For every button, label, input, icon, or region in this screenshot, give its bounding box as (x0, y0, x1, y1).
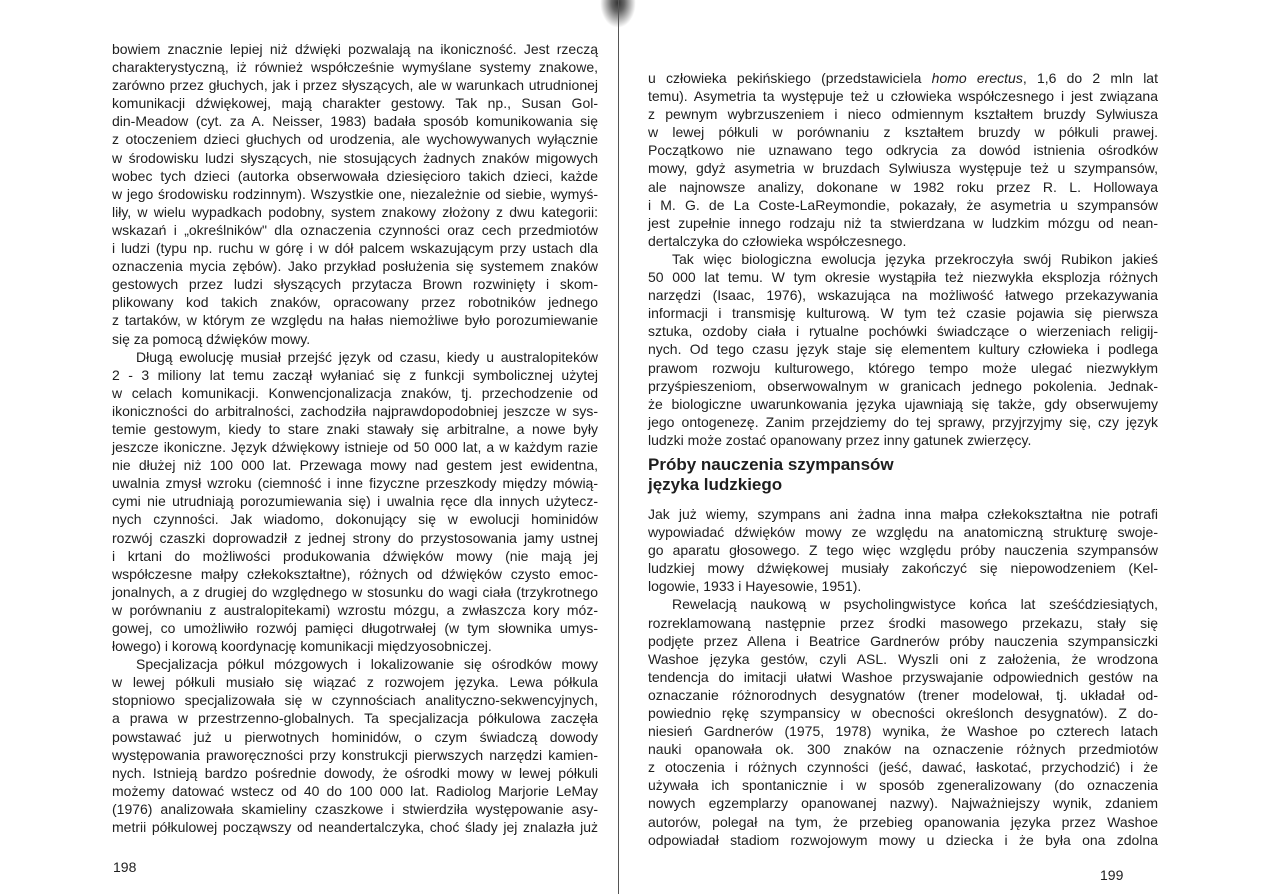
section-heading-line: języka ludzkiego (648, 474, 783, 494)
text-line: niesień Gardnerów (1975, 1978) wynika, że Washoe po czterech latach (648, 723, 1158, 740)
text-line: powstawać już u pierwotnych hominidów, o czym świadczą dowody (112, 728, 598, 745)
text-line: jego ontogenezę. Zanim przejdziemy do tej sprawy, przyjrzyjmy się, czy język (648, 413, 1158, 430)
text-line: oznaczanie różnorodnych desygnatów (trener modelował, tj. układał od- (648, 686, 1158, 703)
text-line (648, 69, 1158, 87)
text-line: temie gestowym, kiedy to stare znaki stawały się arbitralne, a nowe były (112, 420, 598, 437)
text-line: przyśpieszeniom, obserwowalnym w granicach jednego pokolenia. Jednak- (648, 377, 1158, 394)
text-line: plikowany kod takich znaków, opracowany przez robotników jednego (112, 294, 598, 311)
text-line: oznaczenia mycia zębów). Jako przykład posłużenia się systemem znaków (112, 258, 598, 275)
text-line: Początkowo nie uznawano tego odkrycia za dowód istnienia ośrodków (648, 142, 1158, 159)
text-line: liły, w wielu wypadkach podobny, system znakowy złożony z dwu kategorii: (112, 203, 598, 220)
book-spine (618, 0, 619, 894)
text-line: się za pomocą dźwięków mowy. (112, 330, 311, 347)
text-line: charakterystyczną, iż również współcześnie wymyślane systemy znakowe, (112, 59, 598, 76)
text-line: 2 - 3 miliony lat temu zaczął wyłaniać się z funkcji symbolicznej użytej (112, 366, 598, 383)
text-line: w porównaniu z australopitekami) wzrostu mózgu, a zwłaszcza kory móz- (112, 601, 598, 618)
text-line: z pewnym wybrzuszeniem i nieco odmiennym kształtem bruzdy Sylwiusza (648, 106, 1158, 123)
text-line: odpowiadał stadiom rozwojowym mowy u dziecka i że była ona zdolna (648, 831, 1158, 848)
text-line: dertalczyka do człowieka współczesnego. (648, 232, 907, 249)
text-line: jest zupełnie innego rodzaju niż ta stwierdzana w ludzkim mózgu od nean- (648, 214, 1158, 231)
text-line: Jak już wiemy, szympans ani żadna inna małpa człekokształtna nie potrafi (648, 505, 1158, 522)
text-line: w lewej półkuli musiało się wiązać z rozwojem języka. Lewa półkula (112, 674, 598, 691)
text-line: występowania praworęczności przy konstrukcji pierwszych narzędzi kamien- (112, 746, 598, 763)
text-line: Tak więc biologiczna ewolucja języka przekroczyła swój Rubikon jakieś (672, 250, 1158, 267)
text-line: i ludzi (typu np. ruchu w górę i w dół palcem wskazującym przy ustach dla (112, 240, 598, 257)
text-line: bowiem znacznie lepiej niż dźwięki pozwalają na ikoniczność. Jest rzeczą (112, 41, 598, 57)
text-line: wskazań i „określników" dla oznaczenia czynności oraz cech przedmiotów (112, 221, 598, 238)
text-line: nych. Istnieją bardzo pośrednie dowody, że ośrodki mowy w lewej półkuli (112, 764, 598, 781)
text-line: informacji i transmisję kulturową. W tym też czasie pojawia się pierwsza (648, 305, 1158, 322)
text-line: współczesne małpy człekokształtne), różnych od dźwięków czysto emoc- (112, 565, 598, 582)
italic-text: homo erectus (931, 70, 1023, 86)
text-line: a prawa w przestrzenno-globalnych. Ta specjalizacja półkulowa zaczęła (112, 710, 598, 727)
text-line: gestowych przez ludzi słyszących przytacza Brown rozwinięty i skom- (112, 276, 598, 293)
text-line: używała ich spontanicznie i w sposób zgeneralizowany (do oznaczenia (648, 777, 1158, 794)
page-number-left: 198 (113, 859, 137, 875)
text-line: prawom rozwoju kulturowego, którego tempo może ulegać niezwykłym (648, 359, 1158, 376)
text-line: metrii półkulowej począwszy od neandertalczyka, choć ślady jej znalazła już (112, 819, 598, 836)
paragraph (112, 655, 598, 836)
right-page-text (648, 69, 1158, 849)
text-line: nauki opanowała ok. 300 znaków na oznaczenie różnych przedmiotów (648, 741, 1158, 758)
text-line: Washoe języka gestów, czyli ASL. Wyszli oni z założenia, że wrodzona (648, 650, 1158, 667)
text-line: tendencja do imitacji ułatwi Washoe przyswajanie odpowiednich gestów na (648, 668, 1158, 685)
section-heading (648, 455, 1158, 495)
text-line: nych. Od tego czasu język staje się elementem kultury człowieka i podlega (648, 341, 1158, 358)
text-line: cymi nie utrudniają porozumiewania się) i uwalnia ręce dla innych użytecz- (112, 493, 598, 510)
text-line: wypowiadać dźwięków mowy ze względu na anatomiczną strukturę swoje- (648, 524, 1158, 541)
text-line: rozreklamowaną następnie przez środki masowego przekazu, stały się (648, 614, 1158, 631)
text-line: temu). Asymetria ta występuje też u człowieka współczesnego i jest związana (648, 88, 1158, 105)
text-line: z otoczeniem dzieci głuchych od urodzenia, ale wychowywanych wyłącznie (112, 131, 598, 148)
text-line: go aparatu głosowego. Z tego więc względu próby nauczenia szympansów (648, 542, 1158, 559)
text-line: w lewej półkuli w porównaniu z kształtem bruzdy w półkuli prawej. (648, 124, 1158, 141)
text-line: w celach komunikacji. Konwencjonalizacja znaków, tj. przechodzenie od (112, 384, 598, 401)
text-line: w środowisku ludzi słyszących, nie stosujących żadnych znaków migowych (112, 149, 598, 166)
text-line: w jego środowisku rodzinnym). Wszystkie one, niezależnie od siebie, wymyś- (112, 185, 598, 202)
text-line: rozwój czaszki doprowadził z jednej strony do przystosowania jamy ustnej (112, 529, 598, 546)
text-line: (1976) analizowała skamieliny czaszkowe i stwierdziła występowanie asy- (112, 800, 598, 817)
text-line: komunikacji dźwiękowej, mają charakter gestowy. Tak np., Susan Gol- (112, 95, 598, 112)
paragraph (648, 595, 1158, 848)
paragraph (648, 69, 1158, 250)
text-line: jeszcze ikoniczne. Język dźwiękowy istnieje od 50 000 lat, a w każdym razie (112, 439, 598, 456)
text-line: autorów, polegał na tym, że przebieg opanowania języka przez Washoe (648, 813, 1158, 830)
text-line: Rewelacją naukową w psycholingwistyce końca lat sześćdziesiątych, (672, 596, 1158, 613)
text-line: łowego) i korową koordynację komunikacji międzyosobniczej. (112, 638, 492, 655)
text-line: z tartaków, w którym ze względu na hałas niemożliwe było porozumiewanie (112, 312, 598, 329)
text-line: uwalnia zmysł wzroku (ciemność i inne fizyczne przeszkody między mówią- (112, 475, 598, 492)
text-line: i M. G. de La Coste-LaReymondie, pokazały, że asymetria u szympansów (648, 196, 1158, 213)
text-line: ludzkiej mowy dźwiękowej musiały zakończyć się niepowodzeniem (Kel- (648, 560, 1158, 577)
text-segment: , 1,6 do 2 mln lat (1022, 70, 1158, 86)
text-segment: u człowieka pekińskiego (przedstawiciela (648, 70, 932, 86)
text-line: możemy datować wstecz od 40 do 100 000 lat. Radiolog Marjorie LeMay (112, 782, 598, 799)
text-line: logowie, 1933 i Hayesowie, 1951). (648, 578, 862, 595)
text-line: zarówno przez głuchych, jak i przez słyszących, ale w warunkach utrudnionej (112, 77, 598, 94)
text-line: din-Meadow (cyt. za A. Neisser, 1983) badała sposób komunikowania się (112, 113, 598, 130)
paragraph (648, 250, 1158, 449)
text-line: narzędzi (Isaac, 1976), wskazująca na możliwość łatwego przekazywania (648, 287, 1158, 304)
text-line: sztuka, ozdoby ciała i rytualne pochówki świadczące o wierzeniach religij- (648, 323, 1158, 340)
text-line: nowych egzemplarzy opanowanej nazwy). Najważniejszy wynik, zdaniem (648, 795, 1158, 812)
text-line: gowej, co umożliwiło rozwój pamięci długotrwałej (w tym słownika umys- (112, 620, 598, 636)
text-line: z otoczenia i różnych czynności (jeść, dawać, łaskotać, przychodzić) i że (648, 759, 1158, 776)
text-line: mowy, gdyż asymetria w bruzdach Sylwiusza występuje też u szympansów, (648, 160, 1158, 177)
text-line: ikoniczności do arbitralności, zachodziła najprawdopodobniej jeszcze w sys- (112, 402, 598, 419)
text-line: 50 000 lat temu. W tym okresie wystąpiła też niezwykła eksplozja różnych (648, 269, 1158, 286)
text-line: stopniowo specjalizowała się w czynnościach analityczno-sekwencyjnych, (112, 692, 598, 709)
text-line: i krtani do możliwości produkowania dźwięków mowy (nie mają jej (112, 547, 598, 564)
paragraph (648, 505, 1158, 595)
text-line: nie dłużej niż 100 000 lat. Przewaga mowy nad gestem jest ewidentna, (112, 457, 598, 474)
text-line: powiednio rękę szympansicy w obecności określonch desygnatów). Z do- (648, 705, 1158, 721)
text-line: wobec tych dzieci (autorka obserwowała dziesięcioro takich dzieci, każde (112, 167, 598, 184)
text-line: Specjalizacja półkul mózgowych i lokalizowanie się ośrodków mowy (136, 656, 598, 673)
section-heading-line: Próby nauczenia szympansów (648, 454, 894, 474)
paragraph (112, 40, 598, 348)
text-line: podjęte przez Allena i Beatrice Gardnerów próby nauczenia szympansiczki (648, 632, 1158, 649)
text-line: że biologiczne uwarunkowania języka ujawniają się także, gdy obserwujemy (648, 395, 1158, 412)
text-line: ludzki może zostać opanowany przez inny gatunek zwierzęcy. (648, 431, 1032, 448)
page-number-right: 199 (1100, 867, 1124, 883)
text-line: ale najnowsze analizy, dokonane w 1982 roku przez R. L. Hollowaya (648, 178, 1158, 195)
text-line: jonalnych, a z drugiej do względnego w stosunku do wagi ciała (trzykrotnego (112, 583, 598, 600)
paragraph (112, 348, 598, 656)
text-line: Długą ewolucję musiał przejść język od czasu, kiedy u australopiteków (136, 348, 598, 365)
left-page-text (112, 40, 598, 836)
text-line: nych czynności. Jak wiadomo, dokonujący się w ewolucji hominidów (112, 511, 598, 528)
